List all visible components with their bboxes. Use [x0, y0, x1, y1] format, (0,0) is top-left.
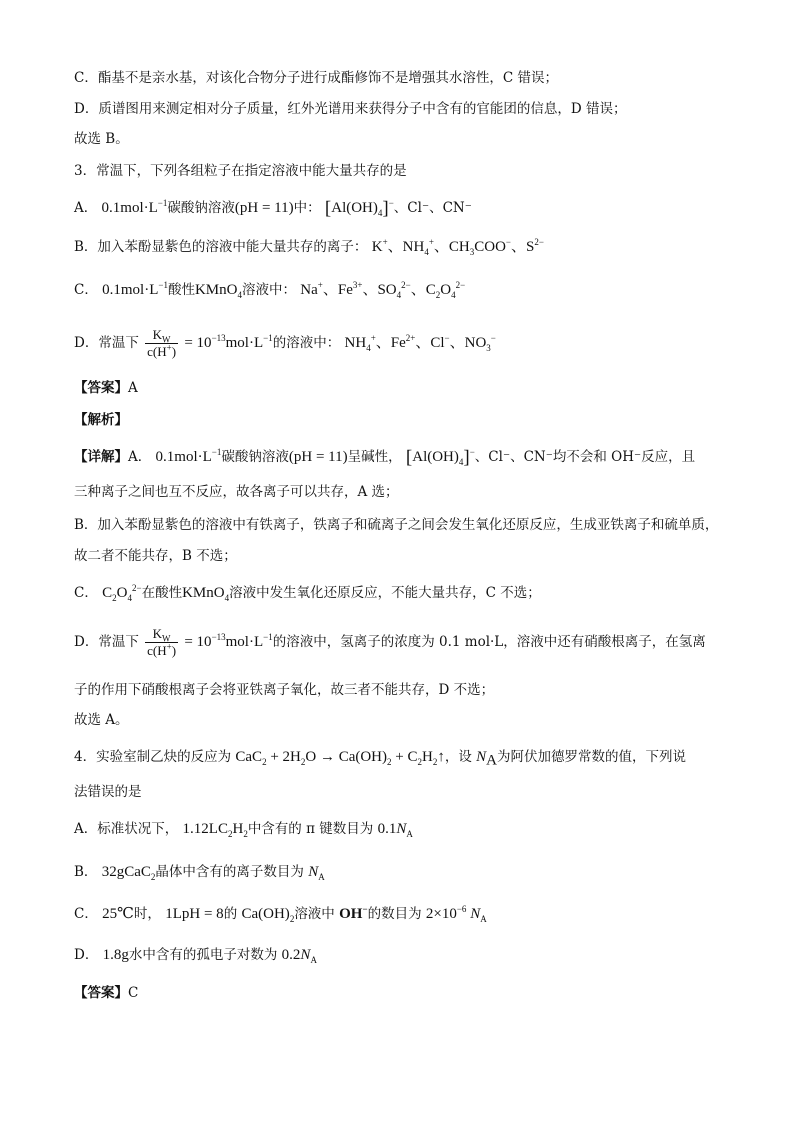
detail-option-b-line1: B．加入苯酚显紫色的溶液中有铁离子，铁离子和硫离子之间会发生氧化还原反应，生成亚铁离子和硫单质， [74, 517, 719, 533]
analysis-heading: 【解析】 [74, 412, 128, 428]
detail-option-c: C． $C_2O_4^{2-}$在酸性KMnO$_4$溶液中发生氧化还原反应，不能大量共存，C 不选； [74, 583, 541, 603]
question-3-option-c: C． $0.1mol\cdot L^{-1}$酸性KMnO$_4$溶液中： Na+、$Fe^{3+}$、$SO_4^{2-}$、$C_2O_4^{2-}$ [74, 280, 466, 300]
question-4-stem-line1: 4．实验室制乙炔的反应为 $CaC_2 + 2H_2O \to Ca(OH)_2$ + $C_2H_2↑$，设 $N_A$为阿伏加德罗常数的值，下列说 [74, 749, 686, 769]
question-3-option-b: B．加入苯酚显紫色的溶液中能大量共存的离子： K+、$NH_4^+$、$CH_3COO^-$、$S^{2-}$ [74, 237, 544, 257]
detail-option-a-line2: 三种离子之间也互不反应，故各离子可以共存，A 选； [74, 484, 399, 500]
question-4-stem-line2: 法错误的是 [74, 784, 142, 800]
question-3-option-a: A． $0.1mol\cdot L^{-1}$碳酸钠溶液(pH = 11)中： $[Al(OH)_4]^-$、Cl⁻、CN⁻ [74, 198, 472, 219]
conclusion-choose-a: 故选 A。 [74, 712, 129, 728]
detail-option-d-line1: D．常温下 $\frac{K_W}{c(H^+)}$ = $10^{-13}mol\cdot L^{-1}$的溶液中，氢离子的浓度为 0.1 mol·L，溶液中还有硝酸根离子，在氢离 [74, 626, 706, 658]
detail-option-d-line2: 子的作用下硝酸根离子会将亚铁离子氧化，故三者不能共存，D 不选； [74, 682, 495, 698]
question-4-option-b: B． 32gCaC$_2$晶体中含有的离子数目为 $N_A$ [74, 864, 325, 882]
answer-q3: 【答案】A [74, 380, 138, 396]
conclusion-choose-b: 故选 B。 [74, 131, 129, 147]
question-4-option-c: C． 25℃时， 1LpH = 8的 $Ca(OH)_2$溶液中 OH−的数目为 $2\times 10^{-6}$ $N_A$ [74, 904, 487, 924]
question-4-option-d: D． 1.8g水中含有的孤电子对数为 $0.2N_A$ [74, 947, 317, 965]
answer-q4: 【答案】C [74, 985, 139, 1001]
paragraph-option-d-explanation: D．质谱图用来测定相对分子质量，红外光谱用来获得分子中含有的官能团的信息，D 错误； [74, 101, 627, 117]
detail-option-a-line1: 【详解】A． $0.1mol\cdot L^{-1}$碳酸钠溶液(pH = 11)呈碱性， $[Al(OH)_4]^-$、Cl⁻、CN⁻均不会和 OH⁻反应，且 [74, 447, 696, 468]
detail-option-b-line2: 故二者不能共存，B 不选； [74, 548, 237, 564]
question-4-option-a: A．标准状况下， $1.12LC_2H_2$中含有的 π 键数目为 $0.1N_A$ [74, 821, 413, 839]
paragraph-option-c-explanation: C．酯基不是亲水基，对该化合物分子进行成酯修饰不是增强其水溶性，C 错误； [74, 70, 558, 86]
question-3-option-d: D．常温下 $\frac{K_W}{c(H^+)}$ = $10^{-13}mol\cdot L^{-1}$的溶液中： $NH_4^+$、$Fe^{2+}$、Cl−、$NO_3^-$ [74, 327, 496, 359]
question-3-stem: 3．常温下，下列各组粒子在指定溶液中能大量共存的是 [74, 163, 407, 179]
